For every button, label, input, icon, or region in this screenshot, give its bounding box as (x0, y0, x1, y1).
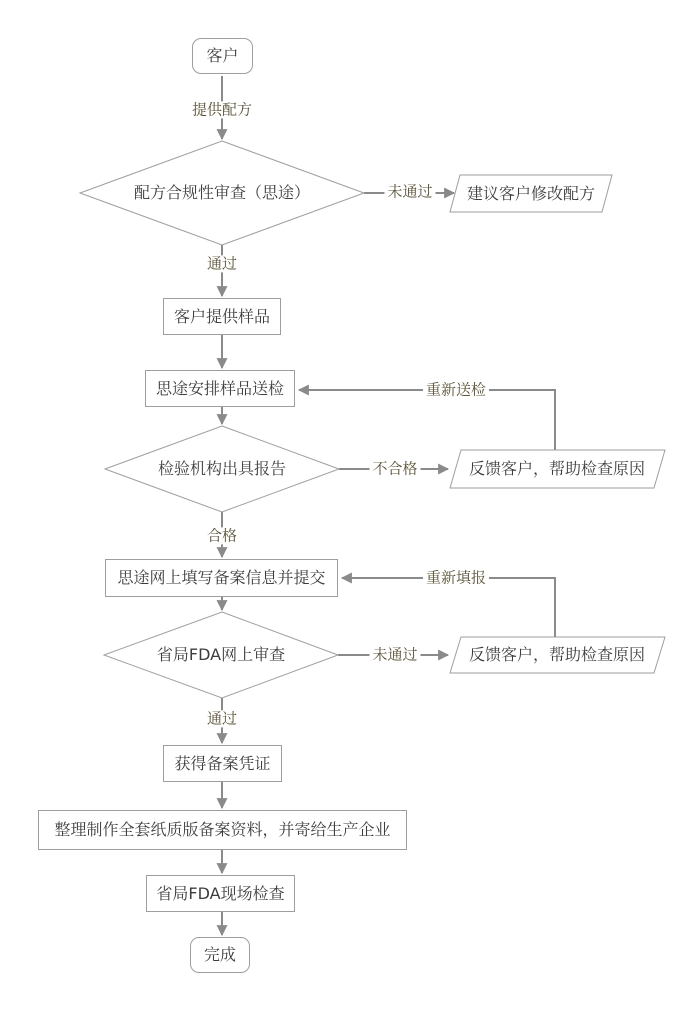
node-inspection-report-label: 检验机构出具报告 (157, 459, 287, 478)
node-customer: 客户 (192, 38, 253, 74)
node-feedback-help-check-1-label: 反馈客户，帮助检查原因 (468, 459, 646, 478)
edge-label-refill-report: 重新填报 (423, 569, 489, 586)
arrow-refill-loop (342, 578, 555, 637)
node-prepare-paper-materials: 整理制作全套纸质版备案资料，并寄给生产企业 (38, 810, 407, 850)
edge-label-resend-sample: 重新送检 (423, 381, 489, 398)
node-done: 完成 (190, 937, 250, 973)
edge-label-qualified: 合格 (204, 527, 240, 544)
node-formula-review-label: 配方合规性审查（思途） (133, 183, 311, 202)
node-suggest-modify-formula-label: 建议客户修改配方 (466, 184, 596, 203)
arrow-resend-sample-loop (299, 390, 555, 450)
node-arrange-sample-inspection: 思途安排样品送检 (145, 370, 295, 407)
edge-label-provide-formula: 提供配方 (189, 101, 255, 118)
edge-label-unqualified: 不合格 (369, 460, 420, 477)
edge-label-not-passed-1: 未通过 (384, 183, 435, 200)
node-customer-provides-sample: 客户提供样品 (163, 298, 281, 335)
node-fda-online-review-label: 省局FDA网上审查 (156, 645, 286, 664)
node-fda-site-inspection: 省局FDA现场检查 (146, 875, 295, 912)
edge-label-passed-2: 通过 (204, 710, 240, 727)
edge-label-passed-1: 通过 (204, 255, 240, 272)
node-obtain-filing-certificate: 获得备案凭证 (163, 745, 282, 782)
edge-label-not-passed-2: 未通过 (369, 646, 420, 663)
node-feedback-help-check-2-label: 反馈客户，帮助检查原因 (468, 645, 646, 664)
node-fill-filing-info: 思途网上填写备案信息并提交 (105, 559, 338, 597)
